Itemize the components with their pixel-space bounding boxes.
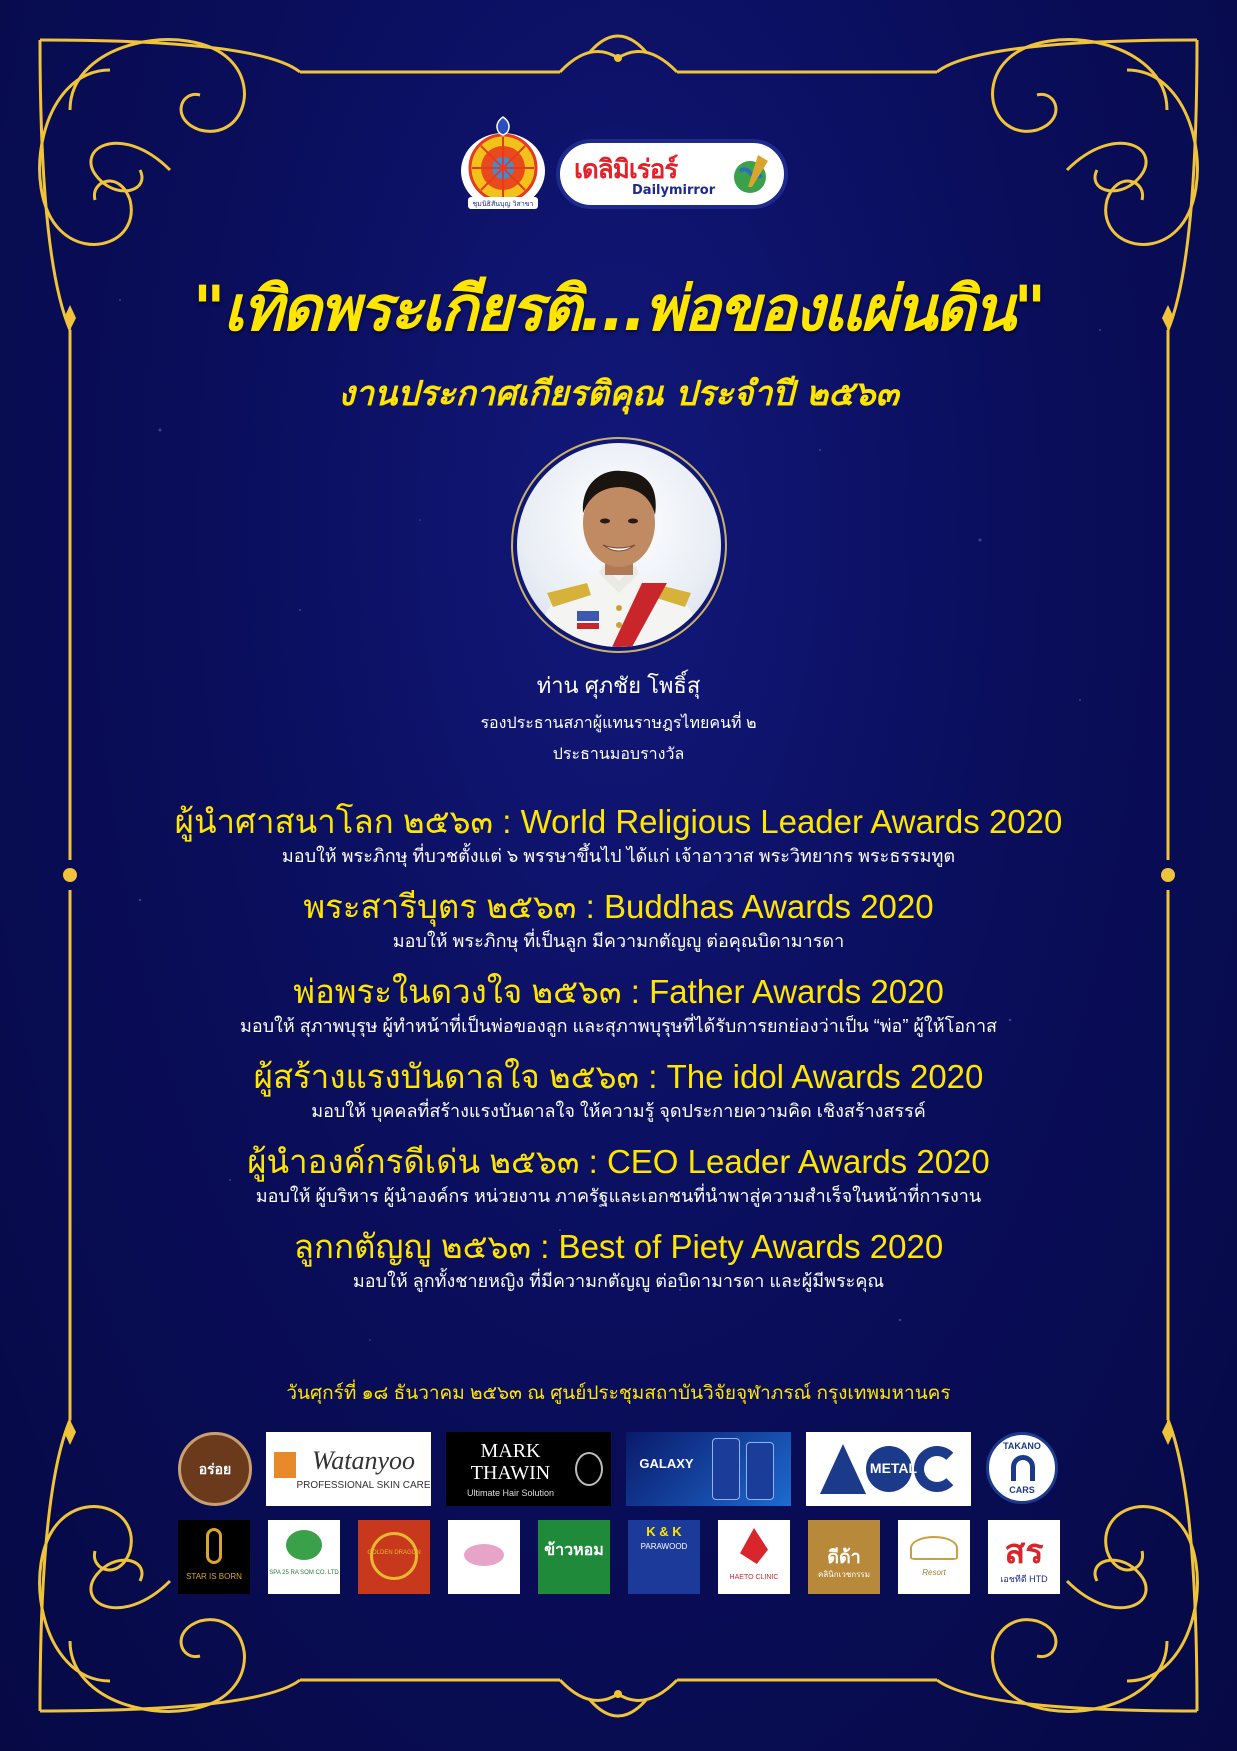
award-item — [0, 970, 1237, 1055]
sponsor-label: ดีด้า — [827, 1547, 861, 1567]
honoree-role: รองประธานสภาผู้แทนราษฎรไทยคนที่ ๒ — [480, 715, 757, 732]
award-title: ผู้นำองค์กรดีเด่น ๒๕๖๓ : CEO Leader Awards 2020 — [247, 1143, 990, 1180]
sponsor-logo-jasmine-rice — [538, 1520, 610, 1594]
honoree-role-2: ประธานมอบรางวัล — [552, 746, 685, 763]
dailymirror-logo-en: Dailymirror — [632, 183, 716, 198]
foundation-seal-logo — [458, 113, 548, 211]
sponsor-logo-mark-thawin — [446, 1432, 611, 1506]
sponsor-label: SPA 25 RA SOM CO. LTD — [269, 1570, 339, 1576]
sponsor-label: Watanyoo — [311, 1446, 416, 1475]
foundation-caption: ชุมนิธิสันบุญ วิสาขา — [472, 200, 534, 208]
honoree-portrait — [517, 443, 721, 647]
honoree-portrait-frame — [511, 437, 727, 653]
award-title: ลูกกตัญญู ๒๕๖๓ : Best of Piety Awards 2020 — [293, 1228, 944, 1265]
sponsor-label: GALAXY — [639, 1456, 694, 1471]
honoree-name: ท่าน ศุภชัย โพธิ์สุ — [536, 673, 701, 698]
award-description: มอบให้ สุภาพบุรุษ ผู้ทำหน้าที่เป็นพ่อของลูก และสุภาพบุรุษที่ได้รับการยกย่องว่าเป็น “พ่อ” ผู้ให้โอกาส — [239, 1016, 998, 1036]
sponsor-logo-spa — [268, 1520, 340, 1594]
award-description: มอบให้ พระภิกษุ ที่เป็นลูก มีความกตัญญู ต่อคุณบิดามารดา — [392, 931, 845, 951]
sponsor-logo-aoc-metal — [806, 1432, 971, 1506]
sponsor-logo-htd — [988, 1520, 1060, 1594]
header-logos — [0, 105, 1237, 215]
sponsor-logo-haeto-clinic — [718, 1520, 790, 1594]
sponsor-logo-star-is-born — [178, 1520, 250, 1594]
poster-title: "เทิดพระเกียรติ...พ่อของแผ่นดิน" — [193, 272, 1044, 345]
portrait-illustration — [517, 443, 721, 647]
sponsor-logo-pink — [448, 1520, 520, 1594]
sponsor-logo-aroi — [178, 1432, 252, 1506]
poster-subtitle: งานประกาศเกียรติคุณ ประจำปี ๒๕๖๓ — [338, 374, 899, 414]
sponsor-sublabel: Ultimate Hair Solution — [466, 1488, 555, 1498]
award-description: มอบให้ ผู้บริหาร ผู้นำองค์กร หน่วยงาน ภาครัฐและเอกชนที่นำพาสู่ความสำเร็จในหน้าที่การงาน — [255, 1186, 982, 1206]
award-description: มอบให้ พระภิกษุ ที่บวชตั้งแต่ ๖ พรรษาขึ้นไป ได้แก่ เจ้าอาวาส พระวิทยากร พระธรรมทูต — [281, 846, 956, 866]
award-item — [0, 1140, 1237, 1225]
sponsor-label: STAR IS BORN — [186, 1572, 242, 1581]
sponsor-sublabel: CARS — [1009, 1485, 1035, 1495]
sponsor-label: HAETO CLINIC — [729, 1574, 779, 1581]
sponsor-logo-takano — [986, 1432, 1058, 1504]
award-item — [0, 1055, 1237, 1140]
award-description: มอบให้ บุคคลที่สร้างแรงบันดาลใจ ให้ความรู้ จุดประกายความคิด เชิงสร้างสรรค์ — [311, 1101, 926, 1121]
sponsor-sublabel: PROFESSIONAL SKIN CARE — [296, 1480, 431, 1491]
award-item — [0, 800, 1237, 885]
award-title: ผู้สร้างแรงบันดาลใจ ๒๕๖๓ : The idol Awards 2020 — [253, 1058, 984, 1095]
sponsor-logo-watanyoo — [266, 1432, 431, 1506]
sponsor-logo-kk-parawood — [628, 1520, 700, 1594]
sponsor-label: ข้าวหอม — [544, 1542, 604, 1559]
sponsor-logo-dragon — [358, 1520, 430, 1594]
sponsor-label: GOLDEN DRAGON — [367, 1550, 421, 1556]
globe-quill-icon — [730, 153, 772, 197]
sponsor-logo-galaxy — [626, 1432, 791, 1506]
dailymirror-logo-th: เดลิมิเร่อร์ — [574, 155, 678, 185]
sponsor-logo-dida-clinic — [808, 1520, 880, 1594]
award-item — [0, 1225, 1237, 1310]
sponsor-label: TAKANO — [1003, 1441, 1041, 1451]
sponsor-label: อร่อย — [198, 1461, 232, 1477]
award-item — [0, 885, 1237, 970]
sponsor-sublabel: PARAWOOD — [640, 1542, 688, 1551]
sponsor-sublabel: เอชทีดี HTD — [1000, 1574, 1048, 1584]
sponsor-sublabel: คลินิกเวชกรรม — [818, 1570, 870, 1579]
awards-list — [0, 800, 1237, 1310]
award-title: พระสารีบุตร ๒๕๖๓ : Buddhas Awards 2020 — [303, 888, 934, 925]
dailymirror-logo — [556, 139, 788, 209]
sponsor-label: METAL — [869, 1460, 918, 1476]
event-date-venue: วันศุกร์ที่ ๑๘ ธันวาคม ๒๕๖๓ ณ ศูนย์ประชุมสถาบันวิจัยจุฬาภรณ์ กรุงเทพมหานคร — [286, 1383, 951, 1404]
award-title: ผู้นำศาสนาโลก ๒๕๖๓ : World Religious Leader Awards 2020 — [174, 803, 1063, 840]
honoree-info — [0, 668, 1237, 767]
award-title: พ่อพระในดวงใจ ๒๕๖๓ : Father Awards 2020 — [293, 973, 944, 1010]
sponsor-label: K & K — [646, 1524, 682, 1539]
sponsor-label: Resort — [922, 1568, 946, 1577]
sponsor-logo-resort — [898, 1520, 970, 1594]
sponsor-label: MARK THAWIN — [470, 1440, 551, 1484]
award-description: มอบให้ ลูกทั้งชายหญิง ที่มีความกตัญญู ต่อบิดามารดา และผู้มีพระคุณ — [352, 1271, 885, 1291]
sponsor-label: สร — [1004, 1533, 1044, 1571]
